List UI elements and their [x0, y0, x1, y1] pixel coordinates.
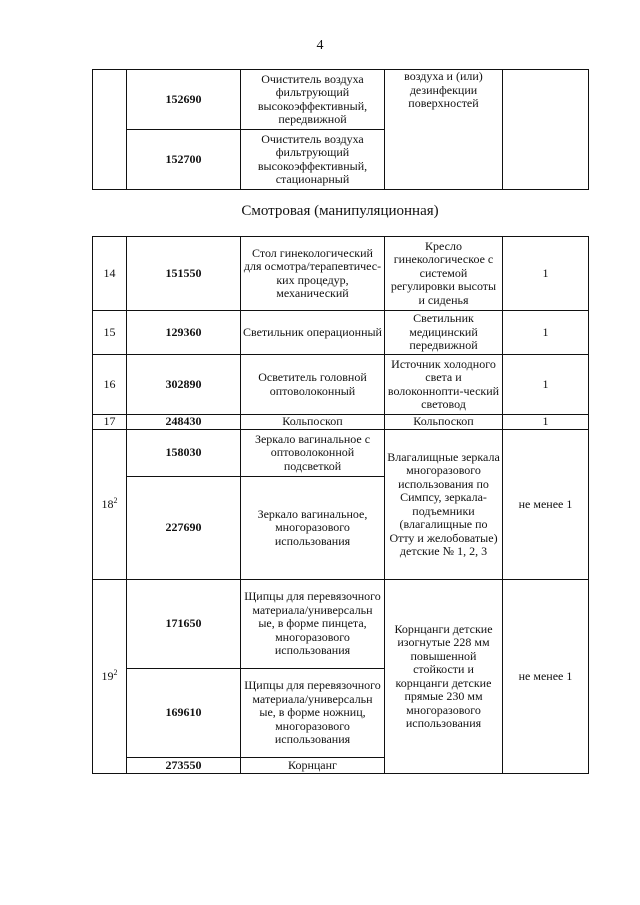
requirement-cell: Светильник медицинский передвижной [385, 311, 503, 355]
quantity-cell: не менее 1 [503, 580, 589, 774]
name-cell: Очиститель воздуха фильтрующий высокоэффективный, передвижной [241, 70, 385, 130]
row-number-cell: 15 [93, 311, 127, 355]
requirement-cell: Источник холодного света и волоконнопти-ческий световод [385, 355, 503, 415]
table-row [93, 237, 589, 311]
row-number-cell [93, 70, 127, 190]
name-cell: Корнцанг [241, 758, 385, 774]
quantity-cell: 1 [503, 237, 589, 311]
top-continuation-table [92, 69, 589, 190]
code-cell: 302890 [127, 355, 241, 415]
row-number-cell: 14 [93, 237, 127, 311]
code-cell: 227690 [127, 477, 241, 580]
requirement-cell: воздуха и (или) дезинфекции поверхностей [385, 70, 503, 190]
name-cell: Зеркало вагинальное с оптоволоконной подсветкой [241, 430, 385, 477]
quantity-cell [503, 70, 589, 190]
code-cell: 152690 [127, 70, 241, 130]
requirement-cell: Корнцанги детские изогнутые 228 мм повышенной стойкости и корнцанги детские прямые 230 мм многоразового использования [385, 580, 503, 774]
quantity-cell: 1 [503, 355, 589, 415]
name-cell: Зеркало вагинальное, многоразового использования [241, 477, 385, 580]
row-number-cell: 17 [93, 415, 127, 430]
name-cell: Кольпоскоп [241, 415, 385, 430]
code-cell: 129360 [127, 311, 241, 355]
table-row [93, 311, 589, 355]
table-row [93, 70, 589, 130]
name-cell: Стол гинекологический для осмотра/терапевтичес-ких процедур, механический [241, 237, 385, 311]
quantity-cell: 1 [503, 415, 589, 430]
code-cell: 151550 [127, 237, 241, 311]
code-cell: 248430 [127, 415, 241, 430]
code-cell: 171650 [127, 580, 241, 669]
requirement-cell: Кольпоскоп [385, 415, 503, 430]
code-cell: 152700 [127, 130, 241, 190]
table-row [93, 415, 589, 430]
table-row [93, 580, 589, 669]
code-cell: 169610 [127, 669, 241, 758]
page-number: 4 [316, 38, 324, 53]
table-row [93, 430, 589, 477]
section-title: Смотровая (манипуляционная) [241, 203, 439, 219]
row-number-cell: 16 [93, 355, 127, 415]
row-number-cell: $18^2$ [93, 430, 127, 580]
name-cell: Осветитель головной оптоволоконный [241, 355, 385, 415]
table-row [93, 355, 589, 415]
name-cell: Светильник операционный [241, 311, 385, 355]
name-cell: Очиститель воздуха фильтрующий высокоэффективный, стационарный [241, 130, 385, 190]
equipment-table [92, 236, 589, 774]
requirement-cell: Кресло гинекологическое с системой регулировки высоты и сиденья [385, 237, 503, 311]
quantity-cell: не менее 1 [503, 430, 589, 580]
code-cell: 158030 [127, 430, 241, 477]
requirement-cell: Влагалищные зеркала многоразового использования по Симпсу, зеркала-подъемники (влагалищные по Отту и желобоватые) детские № 1, 2, 3 [385, 430, 503, 580]
code-cell: 273550 [127, 758, 241, 774]
quantity-cell: 1 [503, 311, 589, 355]
row-number-cell: $19^2$ [93, 580, 127, 774]
name-cell: Щипцы для перевязочного материала/универсальн ые, в форме ножниц, многоразового использования [241, 669, 385, 758]
name-cell: Щипцы для перевязочного материала/универсальн ые, в форме пинцета, многоразового использования [241, 580, 385, 669]
